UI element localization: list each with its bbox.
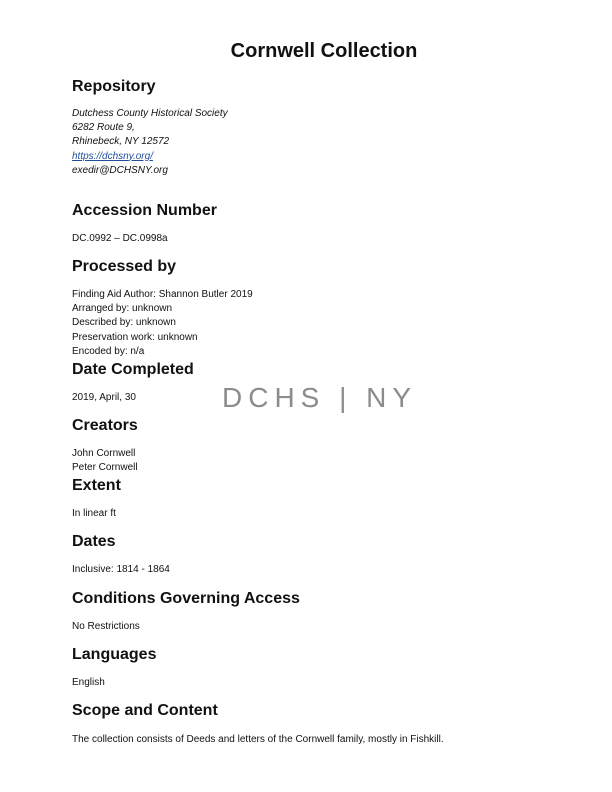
- repository-heading: Repository: [72, 78, 156, 95]
- conditions-heading: Conditions Governing Access: [72, 590, 300, 607]
- processed-encoded: Encoded by: n/a: [72, 345, 145, 357]
- conditions-value: No Restrictions: [72, 621, 140, 632]
- accession-heading: Accession Number: [72, 202, 217, 219]
- repository-street: 6282 Route 9,: [72, 122, 135, 134]
- creator-item: John Cornwell: [72, 448, 136, 459]
- creators-list: [72, 447, 138, 475]
- creator-item: Peter Cornwell: [72, 462, 138, 474]
- repository-website-link[interactable]: https://dchsny.org/: [72, 150, 153, 162]
- languages-heading: Languages: [72, 646, 157, 663]
- repository-city: Rhinebeck, NY 12572: [72, 136, 170, 148]
- scope-heading: Scope and Content: [72, 702, 218, 719]
- processed-heading: Processed by: [72, 258, 177, 275]
- creators-heading: Creators: [72, 417, 138, 434]
- repository-address: [72, 107, 228, 178]
- repository-email: exedir@DCHSNY.org: [72, 164, 168, 176]
- processed-details: [72, 288, 253, 359]
- date-completed-heading: Date Completed: [72, 361, 194, 378]
- dchs-watermark: DCHS | NY: [222, 382, 418, 413]
- dates-heading: Dates: [72, 533, 116, 550]
- page-title: Cornwell Collection: [230, 40, 418, 62]
- processed-arranged: Arranged by: unknown: [72, 303, 173, 315]
- languages-value: English: [72, 677, 105, 688]
- processed-author: Finding Aid Author: Shannon Butler 2019: [72, 289, 253, 300]
- scope-value: The collection consists of Deeds and letters of the Cornwell family, mostly in Fishkill.: [72, 734, 444, 745]
- processed-described: Described by: unknown: [72, 317, 176, 329]
- extent-value: In linear ft: [72, 508, 116, 519]
- extent-heading: Extent: [72, 477, 121, 494]
- repository-name: Dutchess County Historical Society: [72, 108, 228, 119]
- date-completed-value: 2019, April, 30: [72, 392, 136, 403]
- accession-value: DC.0992 – DC.0998a: [72, 233, 168, 244]
- dates-value: Inclusive: 1814 - 1864: [72, 564, 170, 575]
- processed-preservation: Preservation work: unknown: [72, 331, 198, 343]
